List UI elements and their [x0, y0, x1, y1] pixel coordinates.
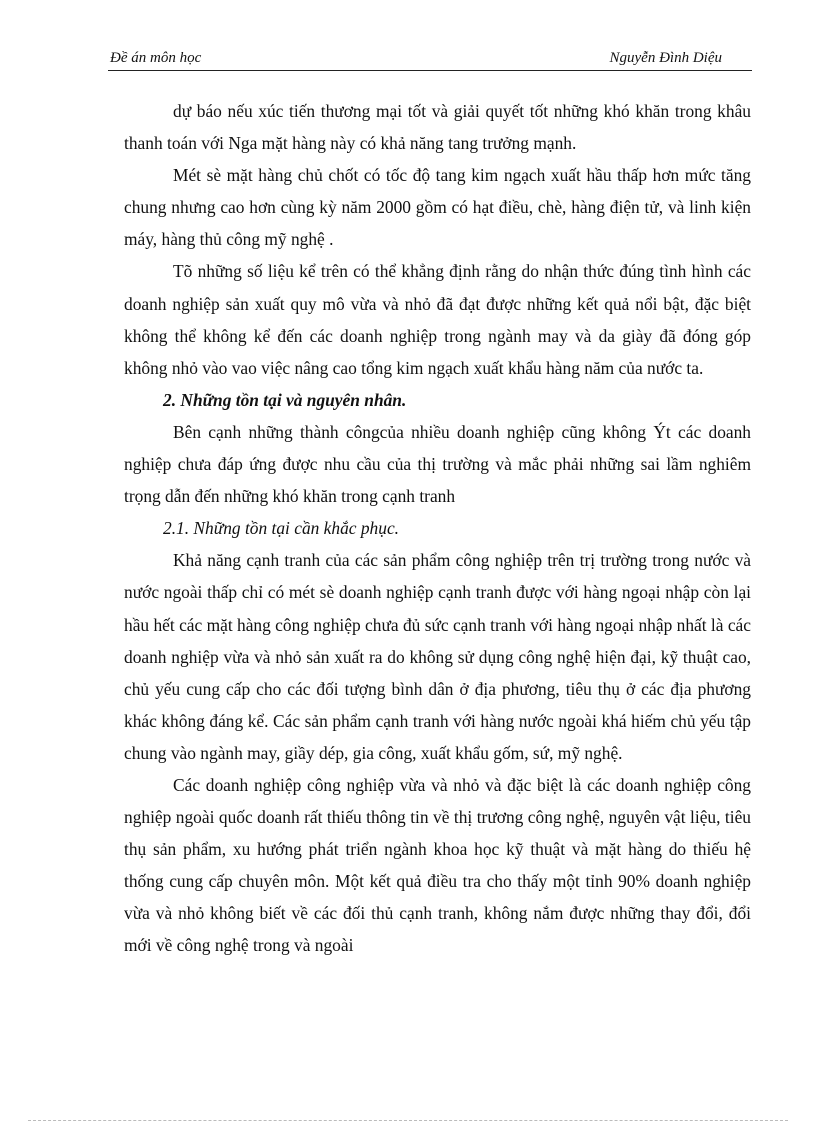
paragraph: Các doanh nghiệp công nghiệp vừa và nhỏ và đặc biệt là các doanh nghiệp công nghiệp ngoài quốc doanh rất thiếu thông tin về thị trương công nghệ, nguyên vật liệu, tiêu thụ sản phẩm, xu hướng phát triển ngành khoa học kỹ thuật và mặt hàng do thiếu hệ thống cung cấp chuyên môn. Một kết quả điều tra cho thấy một tỉnh 90% doanh nghiệp vừa và nhỏ không biết về các đối thủ cạnh tranh, không nắm được những thay đổi, đổi mới về công nghệ trong và ngoài [124, 774, 751, 956]
header-author-name: Nguyễn Đình Diệu [609, 50, 722, 66]
paragraph: Mét sè mặt hàng chủ chốt có tốc độ tang kim ngạch xuất hầu thấp hơn mức tăng chung nhưng cao hơn cùng kỳ năm 2000 gồm có hạt điều, chè, hàng điện tử, và linh kiện máy, hàng thủ công mỹ nghệ . [124, 165, 751, 250]
section-heading: 2. Những tồn tại và nguyên nhân. [163, 389, 407, 410]
header-course-title: Đề án môn học [110, 50, 202, 66]
paragraph: Tõ những số liệu kể trên có thể khẳng định rằng do nhận thức đúng tình hình các doanh nghiệp sản xuất quy mô vừa và nhỏ đã đạt được những kết quả nổi bật, đặc biệt không thể không kể đến các doanh nghiệp trong ngành may và da giày đã đóng góp không nhỏ vào vao việc nâng cao tổng kim ngạch xuất khẩu hàng năm của nước ta. [124, 261, 751, 378]
paragraph: Khả năng cạnh tranh của các sản phẩm công nghiệp trên trị trường trong nước và nước ngoài thấp chỉ có mét sè doanh nghiệp cạnh tranh được với hàng ngoại nhập còn lại hầu hết các mặt hàng công nghiệp chưa đủ sức cạnh tranh với hàng ngoại nhập nhất là các doanh nghiệp vừa và nhỏ sản xuất ra do không sử dụng công nghệ hiện đại, kỹ thuật cao, chủ yếu cung cấp cho các đối tượng bình dân ở địa phương, tiêu thụ ở các địa phương khác không đáng kể. Các sản phẩm cạnh tranh với hàng nước ngoài khá hiếm chủ yếu tập chung vào ngành may, giầy dép, gia công, xuất khẩu gốm, sứ, mỹ nghệ. [124, 550, 751, 763]
subsection-heading: 2.1. Những tồn tại cần khắc phục. [163, 518, 400, 539]
paragraph: Bên cạnh những thành côngcủa nhiều doanh nghiệp cũng không Ýt các doanh nghiệp chưa đáp ứng được nhu cầu của thị trường và mắc phải những sai lầm nghiêm trọng dẫn đến những khó khăn trong cạnh tranh [124, 421, 751, 507]
page-bottom-divider [28, 1120, 788, 1121]
page-header [108, 50, 752, 71]
paragraph: dự báo nếu xúc tiến thương mại tốt và giải quyết tốt những khó khăn trong khâu thanh toán với Nga mặt hàng này có khả năng tang trưởng mạnh. [124, 101, 751, 154]
document-body [124, 95, 751, 962]
